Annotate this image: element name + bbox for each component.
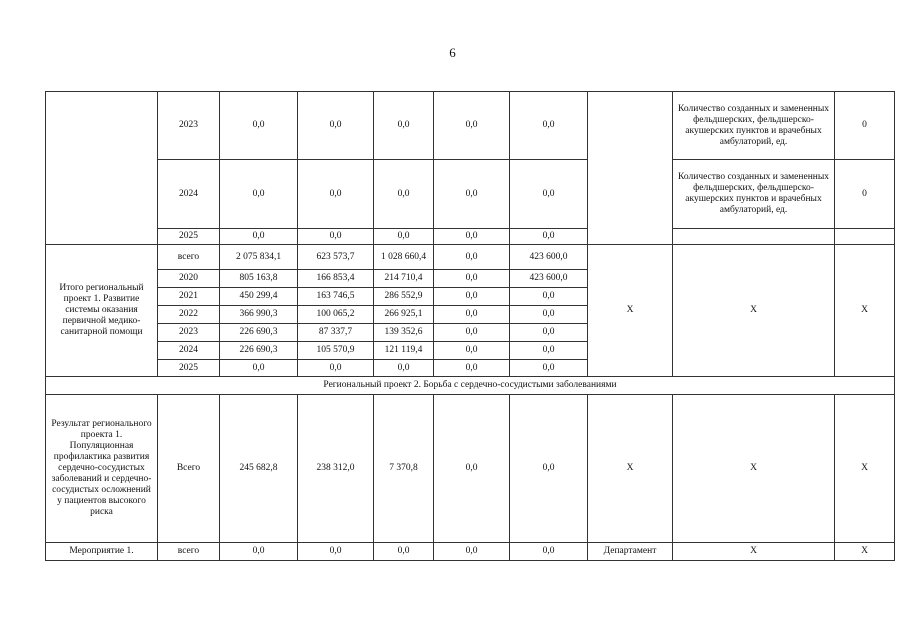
amount-cell: 450 299,4 <box>220 288 298 306</box>
amount-cell: 226 690,3 <box>220 324 298 342</box>
amount-cell: 0,0 <box>434 360 510 377</box>
amount-cell: 623 573,7 <box>298 245 374 270</box>
year-cell: Всего <box>158 395 220 543</box>
amount-cell: 0,0 <box>434 395 510 543</box>
amount-cell: 423 600,0 <box>510 245 588 270</box>
amount-cell: 0,0 <box>510 288 588 306</box>
amount-cell: 0,0 <box>374 92 434 160</box>
year-cell: 2025 <box>158 229 220 245</box>
amount-cell: 0,0 <box>298 160 374 229</box>
measure-label: Мероприятие 1. <box>46 543 158 561</box>
amount-cell: 87 337,7 <box>298 324 374 342</box>
target-cell: 0 <box>835 92 895 160</box>
amount-cell: 0,0 <box>434 543 510 561</box>
year-cell: 2023 <box>158 92 220 160</box>
year-cell: 2025 <box>158 360 220 377</box>
amount-cell: 286 552,9 <box>374 288 434 306</box>
amount-cell: 423 600,0 <box>510 270 588 288</box>
executor-cell: Департамент <box>588 543 673 561</box>
amount-cell: 0,0 <box>220 360 298 377</box>
amount-cell: 1 028 660,4 <box>374 245 434 270</box>
table-row <box>46 543 895 561</box>
amount-cell: 0,0 <box>220 543 298 561</box>
amount-cell: 2 075 834,1 <box>220 245 298 270</box>
amount-cell: 0,0 <box>298 92 374 160</box>
amount-cell: 805 163,8 <box>220 270 298 288</box>
amount-cell: 0,0 <box>434 324 510 342</box>
year-cell: 2022 <box>158 306 220 324</box>
amount-cell: 0,0 <box>298 360 374 377</box>
table-row <box>46 245 895 270</box>
year-cell: 2020 <box>158 270 220 288</box>
indicator-cell <box>673 229 835 245</box>
amount-cell: 0,0 <box>298 543 374 561</box>
target-cell: 0 <box>835 160 895 229</box>
amount-cell: 0,0 <box>510 160 588 229</box>
indicator-cell: Количество созданных и замененных фельдшерских, фельдшерско-акушерских пунктов и врачебных амбулаторий, ед. <box>673 160 835 229</box>
executor-cell: Х <box>588 245 673 377</box>
executor-cell <box>588 92 673 245</box>
section-row <box>46 377 895 395</box>
amount-cell: 0,0 <box>434 229 510 245</box>
amount-cell: 166 853,4 <box>298 270 374 288</box>
indicator-cell: Х <box>673 245 835 377</box>
empty-cell <box>46 92 158 245</box>
amount-cell: 0,0 <box>510 92 588 160</box>
amount-cell: 0,0 <box>434 245 510 270</box>
amount-cell: 0,0 <box>434 160 510 229</box>
amount-cell: 214 710,4 <box>374 270 434 288</box>
target-cell: Х <box>835 395 895 543</box>
amount-cell: 0,0 <box>298 229 374 245</box>
amount-cell: 0,0 <box>434 270 510 288</box>
amount-cell: 0,0 <box>374 543 434 561</box>
amount-cell: 0,0 <box>510 342 588 360</box>
amount-cell: 0,0 <box>434 288 510 306</box>
amount-cell: 0,0 <box>434 92 510 160</box>
amount-cell: 0,0 <box>434 342 510 360</box>
amount-cell: 7 370,8 <box>374 395 434 543</box>
amount-cell: 0,0 <box>510 543 588 561</box>
amount-cell: 0,0 <box>374 360 434 377</box>
amount-cell: 226 690,3 <box>220 342 298 360</box>
amount-cell: 0,0 <box>510 395 588 543</box>
amount-cell: 366 990,3 <box>220 306 298 324</box>
amount-cell: 0,0 <box>510 306 588 324</box>
table-row <box>46 92 895 160</box>
year-cell: 2021 <box>158 288 220 306</box>
executor-cell: Х <box>588 395 673 543</box>
indicator-cell: Количество созданных и замененных фельдшерских, фельдшерско-акушерских пунктов и врачебных амбулаторий, ед. <box>673 92 835 160</box>
year-cell: 2023 <box>158 324 220 342</box>
table-row <box>46 395 895 543</box>
table-row <box>46 160 895 229</box>
section-title: Региональный проект 2. Борьба с сердечно-сосудистыми заболеваниями <box>46 377 895 395</box>
indicator-cell: Х <box>673 543 835 561</box>
amount-cell: 0,0 <box>220 229 298 245</box>
amount-cell: 0,0 <box>220 92 298 160</box>
budget-table <box>45 91 895 561</box>
table-row <box>46 229 895 245</box>
amount-cell: 163 746,5 <box>298 288 374 306</box>
target-cell <box>835 229 895 245</box>
amount-cell: 0,0 <box>510 324 588 342</box>
year-cell: всего <box>158 245 220 270</box>
amount-cell: 100 065,2 <box>298 306 374 324</box>
year-cell: всего <box>158 543 220 561</box>
amount-cell: 245 682,8 <box>220 395 298 543</box>
amount-cell: 0,0 <box>510 229 588 245</box>
result-label: Результат регионального проекта 1. Популяционная профилактика развития сердечно-сосудистых заболеваний и сердечно-сосудистых осложнений у пациентов высокого риска <box>46 395 158 543</box>
indicator-cell: Х <box>673 395 835 543</box>
amount-cell: 266 925,1 <box>374 306 434 324</box>
amount-cell: 105 570,9 <box>298 342 374 360</box>
page-number: 6 <box>449 45 456 60</box>
amount-cell: 0,0 <box>434 306 510 324</box>
total-project-label: Итого региональный проект 1. Развитие системы оказания первичной медико-санитарной помощи <box>46 245 158 377</box>
year-cell: 2024 <box>158 342 220 360</box>
amount-cell: 0,0 <box>374 160 434 229</box>
target-cell: Х <box>835 543 895 561</box>
amount-cell: 238 312,0 <box>298 395 374 543</box>
year-cell: 2024 <box>158 160 220 229</box>
amount-cell: 0,0 <box>220 160 298 229</box>
target-cell: Х <box>835 245 895 377</box>
amount-cell: 0,0 <box>510 360 588 377</box>
amount-cell: 121 119,4 <box>374 342 434 360</box>
amount-cell: 0,0 <box>374 229 434 245</box>
amount-cell: 139 352,6 <box>374 324 434 342</box>
